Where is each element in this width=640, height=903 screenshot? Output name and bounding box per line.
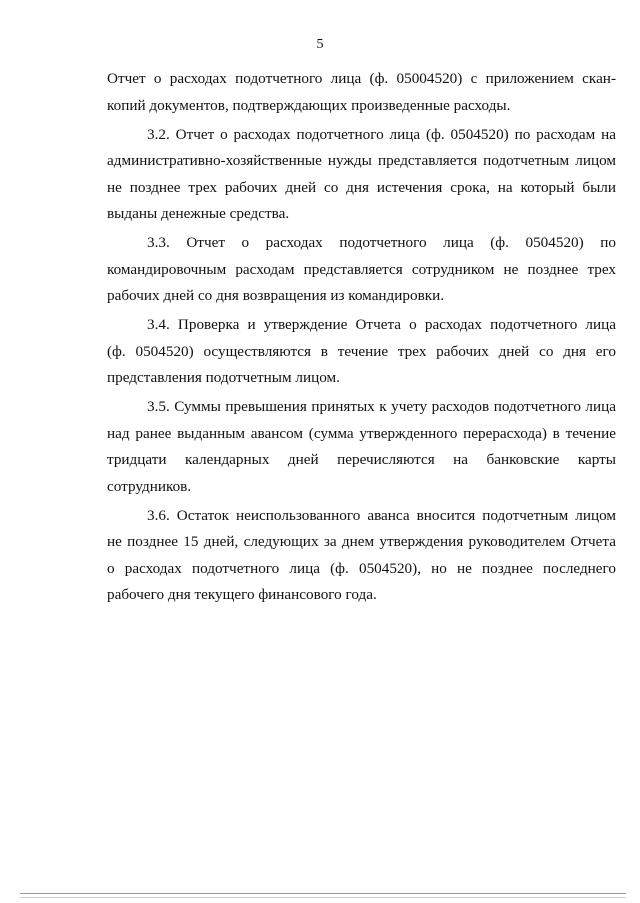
text-line: 3.3. Отчет о расходах подотчетного лица (ф. 0504520) по <box>147 234 616 251</box>
text-line: 3.4. Проверка и утверждение Отчета о расходах подотчетного лица <box>147 316 616 333</box>
text-line: копий документов, подтверждающих произведенные расходы. <box>107 96 511 114</box>
text-line: рабочих дней со дня возвращения из командировки. <box>107 287 445 304</box>
paragraph-continuation <box>107 66 616 119</box>
paragraph-3-2 <box>107 122 616 228</box>
text-line: не позднее трех рабочих дней со дня истечения срока, на который были <box>107 178 616 196</box>
text-line: Отчет о расходах подотчетного лица (ф. 05004520) с приложением скан- <box>107 70 616 87</box>
page-number: 5 <box>316 37 324 52</box>
text-line: сотрудников. <box>107 477 192 495</box>
text-line: 3.6. Остаток неиспользованного аванса вносится подотчетным лицом <box>147 506 616 524</box>
text-line: рабочего дня текущего финансового года. <box>107 586 377 603</box>
text-line: не позднее 15 дней, следующих за днем утверждения руководителем Отчета <box>107 533 616 550</box>
text-line: (ф. 0504520) осуществляются в течение трех рабочих дней со дня его <box>107 342 616 360</box>
text-line: 3.5. Суммы превышения принятых к учету расходов подотчетного лица <box>147 398 616 415</box>
text-line: командировочным расходам представляется сотрудником не позднее трех <box>107 260 616 278</box>
text-line: выданы денежные средства. <box>107 205 290 222</box>
paragraph-3-5 <box>107 394 616 500</box>
text-line: 3.2. Отчет о расходах подотчетного лица (ф. 0504520) по расходам на <box>147 125 616 143</box>
text-line: о расходах подотчетного лица (ф. 0504520), но не позднее последнего <box>107 559 616 577</box>
text-line: над ранее выданным авансом (сумма утвержденного перерасхода) в течение <box>107 424 616 442</box>
scan-edge-line <box>20 897 626 898</box>
text-line: представления подотчетным лицом. <box>107 369 340 386</box>
paragraph-3-6 <box>107 503 616 609</box>
text-line: тридцати календарных дней перечисляются на банковские карты <box>107 451 616 468</box>
scan-edge-line <box>20 893 626 894</box>
paragraph-3-4 <box>107 312 616 392</box>
paragraph-3-3 <box>107 230 616 310</box>
text-line: административно-хозяйственные нужды представляется подотчетным лицом <box>107 152 616 169</box>
document-body <box>107 66 616 609</box>
